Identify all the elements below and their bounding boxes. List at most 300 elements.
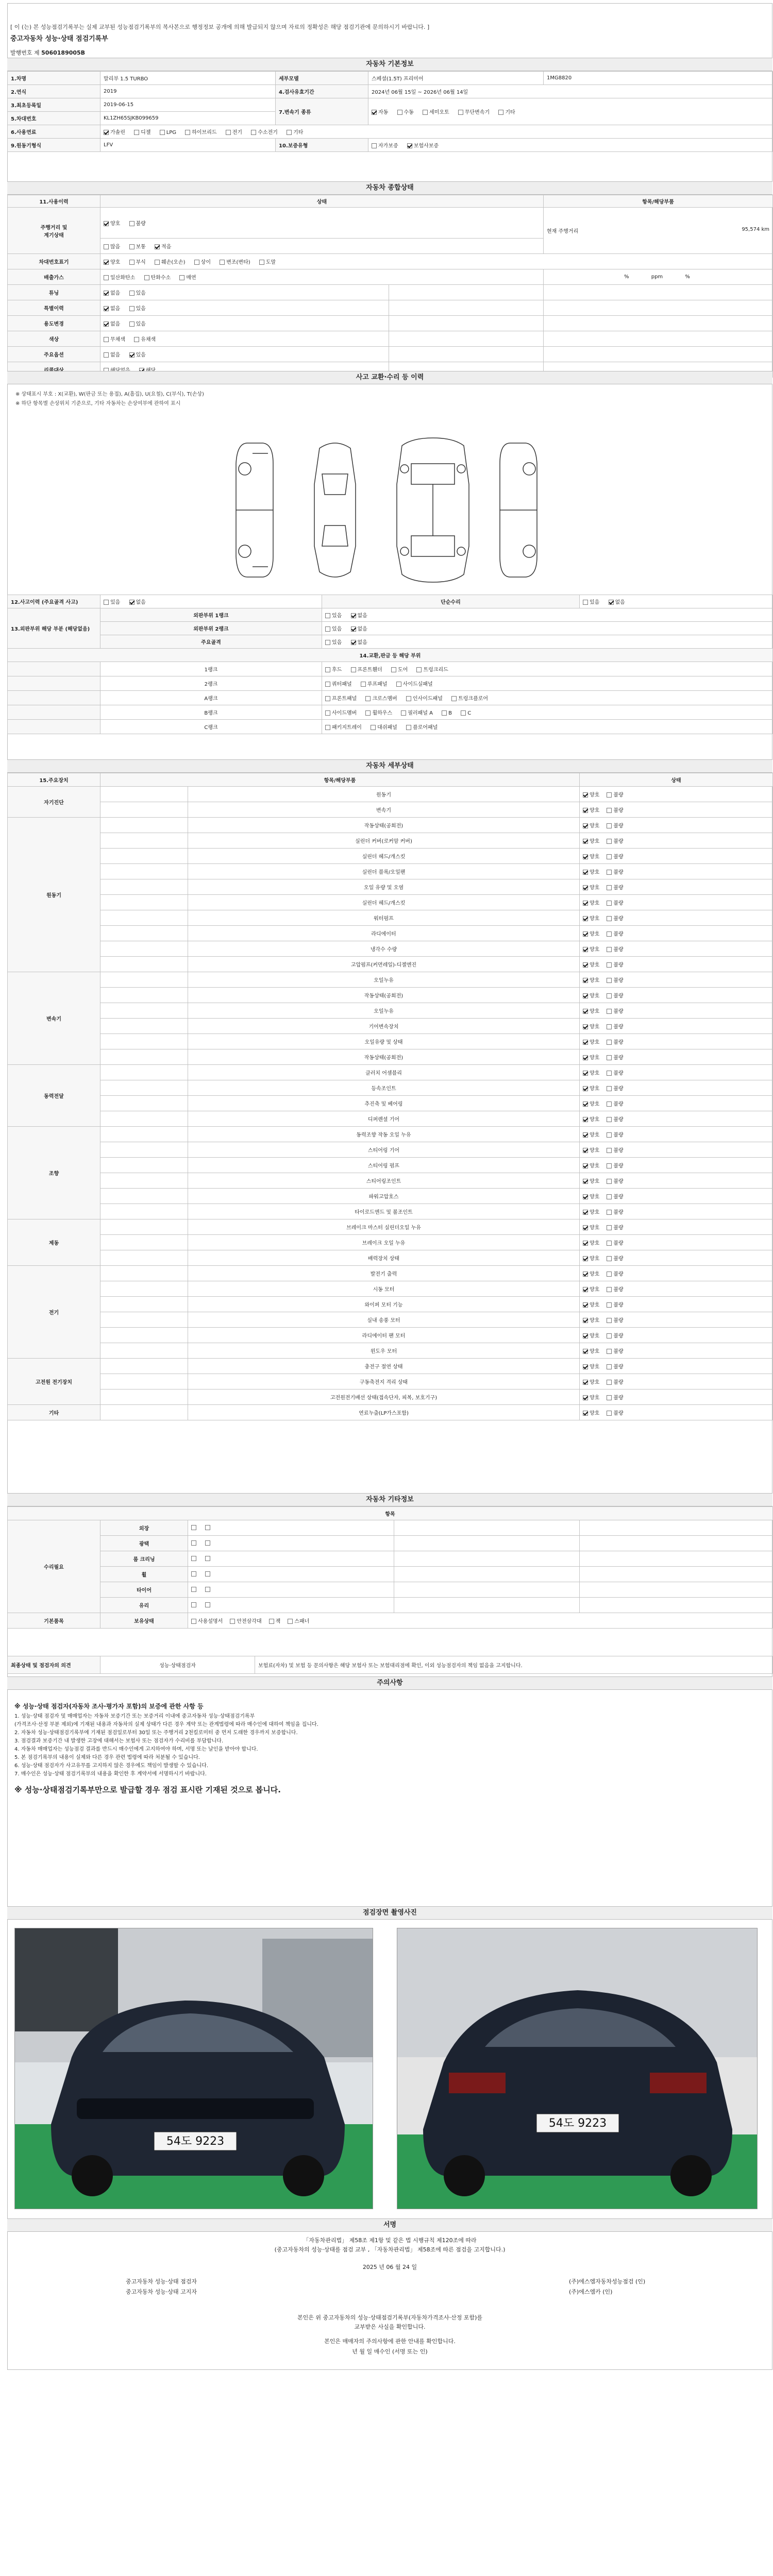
basic-value: KL1ZH65SJKB099659: [100, 112, 276, 125]
checkbox: [194, 260, 199, 265]
option-item[interactable]: 양호: [583, 960, 599, 968]
detail-sub-cell: [100, 1065, 188, 1080]
frame-label: 주요골격: [100, 635, 322, 649]
sign-left-2: 중고자동차 성능·상태 고지자: [126, 2289, 197, 2295]
checkbox: [160, 130, 165, 135]
option-item[interactable]: 불량: [607, 1053, 623, 1061]
option-item[interactable]: 있음: [325, 638, 342, 646]
option-item[interactable]: 양호: [583, 976, 599, 984]
confirm-line-1: 본인은 위 중고자동차의 성능·상태점검기록부(자동차가격조사·산정 포함)를: [297, 2314, 482, 2321]
option-item[interactable]: 불량: [607, 1223, 623, 1231]
checkbox: [423, 110, 428, 115]
option-item[interactable]: 없음: [104, 289, 120, 296]
option-item[interactable]: 양호: [583, 914, 599, 922]
row-options: [100, 269, 544, 285]
option-item[interactable]: 불량: [607, 868, 623, 875]
option-item[interactable]: 양호: [583, 1347, 599, 1354]
checkbox: [607, 1210, 612, 1215]
detail-status-cell: [580, 1389, 773, 1405]
checkbox: [129, 221, 135, 226]
option-item[interactable]: 불량: [607, 914, 623, 922]
option-item[interactable]: 양호: [583, 821, 599, 829]
checkbox: [583, 978, 588, 983]
detail-sub-cell: [100, 818, 188, 833]
detail-item-label: 라디에이터 팬 모터: [188, 1328, 580, 1343]
option-item[interactable]: 없음: [351, 611, 367, 619]
detail-status-cell: [580, 1049, 773, 1065]
checkbox: [226, 130, 231, 135]
doc-number: [10, 48, 85, 57]
detail-status-cell: [580, 1142, 773, 1158]
basic-info-header: 자동차 기본정보: [7, 58, 772, 71]
option-item[interactable]: 양호: [583, 899, 599, 906]
option-item[interactable]: 불량: [607, 1378, 623, 1385]
empty-cell: [544, 347, 773, 362]
checkbox: [129, 600, 135, 605]
option-item[interactable]: 없음: [104, 350, 120, 358]
checkbox: [583, 1132, 588, 1138]
checkbox: [185, 130, 190, 135]
option-item[interactable]: 불량: [607, 852, 623, 860]
checkbox: [583, 792, 588, 798]
option-item[interactable]: 자동: [372, 108, 388, 115]
note-line: 2. 자동차 성능·상태점검기록부에 기재된 점검일로부터 30일 또는 주행거리 2천킬로미터 중 먼저 도래한 경우까지 보증합니다.: [14, 1730, 298, 1736]
checkbox: [607, 1272, 612, 1277]
checkbox: [583, 1210, 588, 1215]
option-item[interactable]: 불량: [607, 1115, 623, 1123]
row-label: 주행거리 및 계기상태: [8, 208, 100, 254]
basic-label: 3.최초등록일: [8, 98, 100, 112]
option-item[interactable]: 보통: [129, 242, 146, 250]
option-item[interactable]: 양호: [583, 991, 599, 999]
option-item[interactable]: 불량: [607, 929, 623, 937]
checkbox: [134, 130, 139, 135]
checkbox: [583, 901, 588, 906]
checkbox: [609, 600, 614, 605]
option-item[interactable]: 양호: [583, 837, 599, 844]
option-item[interactable]: 있음: [129, 304, 146, 312]
note-line: 4. 자동차 매매업자는 성능점검 결과를 반드시 매수인에게 고지하여야 하며, 서명 또는 날인을 받아야 합니다.: [14, 1747, 258, 1752]
detail-sub-cell: [100, 988, 188, 1003]
extra-option-cell: [188, 1582, 394, 1598]
detail-sub-cell: [100, 1328, 188, 1343]
option-item[interactable]: LPG: [160, 130, 176, 135]
option-item[interactable]: 양호: [583, 1362, 599, 1370]
row-label: 주요옵션: [8, 347, 100, 362]
option-item[interactable]: 양호: [583, 1192, 599, 1200]
price-text: 성능·상태점검자: [100, 1656, 255, 1674]
frame-options: [322, 635, 773, 649]
checkbox: [351, 640, 356, 645]
note-line: (가격조사·산정 부분 제외)에 기재된 내용과 자동차의 실제 상태가 다른 경우 계약 또는 관계법령에 따라 매수인에 대하여 책임을 집니다.: [14, 1722, 318, 1727]
empty-cell: [544, 300, 773, 316]
detail-sub-cell: [100, 1080, 188, 1096]
option-item[interactable]: 양호: [104, 258, 120, 265]
option-item[interactable]: 불량: [607, 1331, 623, 1339]
option-item[interactable]: 있음: [129, 350, 146, 358]
detail-table: [7, 773, 773, 1420]
frame-rank-options: 사이드멤버 휠하우스 필러패널 A B C: [322, 705, 773, 720]
detail-item-label: 윈도우 모터: [188, 1343, 580, 1359]
detail-status-cell: [580, 926, 773, 941]
grade-label: 13.외판부위 해당 부분 (해당없음): [8, 608, 100, 649]
detail-item-label: 실내 송풍 모터: [188, 1312, 580, 1328]
frame-rank-label: B랭크: [100, 705, 322, 720]
sign-line-2: (중고자동차의 성능·상태를 점검 교부 , 「자동차관리법」 제58조에 따른 점검을 고지합니다.): [274, 2246, 506, 2253]
option-item[interactable]: 불량: [607, 960, 623, 968]
detail-item-label: 오일유량 및 상태: [188, 1034, 580, 1049]
option-item[interactable]: 불량: [607, 821, 623, 829]
option-item[interactable]: 가솔린: [104, 128, 125, 135]
option-item[interactable]: 양호: [583, 1177, 599, 1184]
option-item[interactable]: 기타: [287, 128, 303, 135]
checkbox: [607, 1194, 612, 1199]
option-item[interactable]: 양호: [583, 1409, 599, 1416]
option-item[interactable]: 양호: [583, 1254, 599, 1262]
option-item[interactable]: 불량: [607, 1146, 623, 1154]
repair-label: 단순수리: [322, 595, 580, 608]
option-item[interactable]: 불량: [607, 1347, 623, 1354]
checkbox: [607, 1086, 612, 1091]
detail-status-cell: [580, 1359, 773, 1374]
basic-label: 2.연식: [8, 85, 100, 98]
detail-sub-cell: [100, 864, 188, 879]
checkbox: [607, 1225, 612, 1230]
option-item[interactable]: 사용설명서: [191, 1617, 223, 1624]
option-item[interactable]: 양호: [583, 1208, 599, 1215]
option-item[interactable]: 적음: [155, 242, 171, 250]
option-item[interactable]: 상이: [194, 258, 211, 265]
option-item[interactable]: 불량: [607, 1269, 623, 1277]
detail-item-label: 라디에이터: [188, 926, 580, 941]
option-item[interactable]: 양호: [583, 1022, 599, 1030]
checkbox: [583, 1117, 588, 1122]
detail-sub-cell: [100, 849, 188, 864]
overall-status-header: 자동차 종합상태: [7, 181, 772, 195]
option-item[interactable]: 불량: [607, 1099, 623, 1107]
extra-group-label: 수리필요: [8, 1520, 100, 1613]
option-item[interactable]: 양호: [583, 1378, 599, 1385]
checkbox: [583, 1101, 588, 1107]
detail-group-label: 자기진단: [8, 787, 100, 818]
checkbox: [104, 306, 109, 311]
detail-status-cell: [580, 1204, 773, 1219]
option-item[interactable]: 불량: [607, 1393, 623, 1401]
option-item[interactable]: 양호: [583, 1269, 599, 1277]
detail-item-label: 고전원전기배선 상태(접속단자, 피복, 보호기구): [188, 1389, 580, 1405]
option-item[interactable]: 불량: [607, 1084, 623, 1092]
option-item[interactable]: 도말: [259, 258, 276, 265]
car-right-side-icon: [500, 443, 537, 577]
rank-label: 외판부위 2랭크: [100, 622, 322, 635]
checkbox: [607, 1395, 612, 1400]
checkbox: [583, 1302, 588, 1308]
empty-cell: [389, 331, 544, 347]
option-item[interactable]: 양호: [583, 1115, 599, 1123]
option-item[interactable]: 없음: [351, 624, 367, 632]
caution-header: 주의사항: [7, 1676, 772, 1690]
checkbox: [607, 1302, 612, 1308]
option-item[interactable]: 전기: [226, 128, 242, 135]
option-item[interactable]: 양호: [583, 1285, 599, 1293]
extra-option-cell: [580, 1520, 773, 1536]
extra-option-cell: [580, 1551, 773, 1567]
option-item[interactable]: 불량: [607, 1362, 623, 1370]
unit-label: %: [624, 274, 629, 280]
option-item[interactable]: 훼손(오손): [155, 258, 185, 265]
detail-sub-cell: [100, 1127, 188, 1142]
basic-label: 세부모델: [276, 72, 368, 85]
option-item[interactable]: 양호: [583, 1393, 599, 1401]
checkbox: [583, 1071, 588, 1076]
option-item[interactable]: 불량: [607, 790, 623, 798]
option-item[interactable]: 양호: [583, 852, 599, 860]
basic-label: 4.검사유효기간: [276, 85, 368, 98]
frame-rank: [8, 662, 100, 676]
option-item[interactable]: 양호: [583, 945, 599, 953]
basic-value: 2019: [100, 85, 276, 98]
option-item[interactable]: 무단변속기: [458, 108, 490, 115]
detail-sub-cell: [100, 1219, 188, 1235]
detail-item-label: 고압펌프(커먼레일)-디젤엔진: [188, 957, 580, 972]
detail-sub-cell: [100, 910, 188, 926]
col-header: 상태: [100, 195, 544, 208]
checkbox: [191, 1556, 196, 1561]
checkbox: [583, 1225, 588, 1230]
option-item[interactable]: 불량: [607, 1285, 623, 1293]
option-item[interactable]: 불량: [607, 991, 623, 999]
detail-sub-cell: [100, 1019, 188, 1034]
checkbox: [607, 1024, 612, 1029]
option-item[interactable]: 불량: [607, 1300, 623, 1308]
option-item[interactable]: 불량: [607, 1038, 623, 1045]
option-item[interactable]: 불량: [129, 219, 146, 227]
detail-item-label: 변속기: [188, 802, 580, 818]
option-item[interactable]: 기타: [498, 108, 515, 115]
option-item[interactable]: 양호: [583, 1084, 599, 1092]
note-line: 7. 매수인은 성능·상태 점검기록부의 내용을 확인한 후 계약서에 서명하시기 바랍니다.: [14, 1771, 207, 1777]
basic-label: 5.차대번호: [8, 112, 100, 125]
option-item[interactable]: 있음: [583, 598, 599, 605]
option-item[interactable]: 불량: [607, 1208, 623, 1215]
option-item[interactable]: 있음: [325, 624, 342, 632]
option-item[interactable]: 양호: [583, 1223, 599, 1231]
checkbox: [583, 916, 588, 921]
option-item[interactable]: 양호: [583, 1239, 599, 1246]
option-item[interactable]: 자가보증: [372, 141, 398, 149]
checkbox: [583, 1148, 588, 1153]
option-item[interactable]: 양호: [583, 1316, 599, 1324]
frame-rank-label: C랭크: [100, 720, 322, 734]
checkbox: [607, 808, 612, 813]
option-item[interactable]: 디젤: [134, 128, 150, 135]
option-item[interactable]: 있음: [104, 598, 120, 605]
detail-sub-cell: [100, 926, 188, 941]
option-item[interactable]: 일산화탄소: [104, 273, 135, 281]
option-item[interactable]: 양호: [583, 868, 599, 875]
car-left-side-icon: [236, 443, 273, 577]
option-item[interactable]: 있음: [129, 289, 146, 296]
detail-item-label: 충전구 절연 상태: [188, 1359, 580, 1374]
note-line: 6. 성능·상태 점검자가 사고유무를 고지하지 않은 경우에도 책임이 발생할 수 있습니다.: [14, 1763, 209, 1769]
frame-rank: [8, 705, 100, 720]
extra-option-cell: [580, 1598, 773, 1613]
option-item[interactable]: 없음: [609, 598, 625, 605]
option-item[interactable]: 양호: [104, 219, 120, 227]
detail-item-label: 워터펌프: [188, 910, 580, 926]
option-item[interactable]: 없음: [129, 598, 146, 605]
detail-status-cell: [580, 1328, 773, 1343]
option-item[interactable]: 없음: [351, 638, 367, 646]
option-item[interactable]: 안전삼각대: [230, 1617, 261, 1624]
checkbox: [104, 291, 109, 296]
option-item[interactable]: 불량: [607, 976, 623, 984]
option-item[interactable]: 불량: [607, 1022, 623, 1030]
option-item[interactable]: 세미오토: [423, 108, 449, 115]
checkbox: [583, 1086, 588, 1091]
checkbox: [583, 1179, 588, 1184]
checkbox: [583, 962, 588, 968]
option-item[interactable]: 많음: [104, 242, 120, 250]
option-item[interactable]: 양호: [583, 1130, 599, 1138]
option-item[interactable]: 불량: [607, 945, 623, 953]
detail-status-cell: [580, 1374, 773, 1389]
checkbox: [607, 978, 612, 983]
option-item[interactable]: 보험사보증: [407, 141, 439, 149]
option-item[interactable]: 잭: [269, 1617, 281, 1624]
option-item[interactable]: 변조(변타): [220, 258, 250, 265]
extra-option-cell: [188, 1551, 394, 1567]
extra-table: [7, 1506, 773, 1629]
col-header: 항목: [8, 1507, 773, 1520]
extra-header: 자동차 기타정보: [7, 1493, 772, 1506]
option-item[interactable]: 불량: [607, 1239, 623, 1246]
basic-value: 1MG8820: [544, 72, 773, 85]
option-item[interactable]: 양호: [583, 1038, 599, 1045]
unit-label: ppm: [651, 274, 663, 280]
option-item[interactable]: 양호: [583, 883, 599, 891]
checkbox: [325, 626, 330, 632]
option-item[interactable]: 양호: [583, 1331, 599, 1339]
option-item[interactable]: 불량: [607, 837, 623, 844]
detail-sub-cell: [100, 1250, 188, 1266]
option-item[interactable]: 수동: [397, 108, 414, 115]
checkbox: [607, 1009, 612, 1014]
emission-units: [544, 269, 773, 285]
option-item[interactable]: 불량: [607, 1192, 623, 1200]
note-line: 5. 본 점검기록부의 내용이 실제와 다른 경우 관련 법령에 따라 처분될 수 있습니다.: [14, 1755, 200, 1760]
option-item[interactable]: 양호: [583, 1146, 599, 1154]
extra-option-cell: [188, 1536, 394, 1551]
frame-rank: [8, 720, 100, 734]
checkbox: [583, 854, 588, 859]
sign-date: 2025 년 06 월 24 일: [362, 2264, 417, 2270]
option-item[interactable]: 있음: [325, 611, 342, 619]
option-item[interactable]: 불량: [607, 806, 623, 814]
option-item[interactable]: 불량: [607, 1409, 623, 1416]
option-item[interactable]: 유채색: [134, 335, 156, 343]
option-item[interactable]: 없음: [104, 319, 120, 327]
option-item[interactable]: 양호: [583, 806, 599, 814]
option-item[interactable]: 양호: [583, 929, 599, 937]
option-item[interactable]: 매연: [179, 273, 196, 281]
option-item[interactable]: 부식: [129, 258, 146, 265]
option-item[interactable]: 양호: [583, 1099, 599, 1107]
basic-label: 9.원동기형식: [8, 139, 100, 152]
checkbox: [155, 244, 160, 249]
option-item[interactable]: 양호: [583, 790, 599, 798]
detail-item-label: 스티어링 기어: [188, 1142, 580, 1158]
row-label: 색상: [8, 331, 100, 347]
detail-item-label: 타이로드엔드 및 볼조인트: [188, 1204, 580, 1219]
option-item[interactable]: 수소전기: [251, 128, 278, 135]
option-item[interactable]: 불량: [607, 1069, 623, 1076]
unit-label: %: [685, 274, 690, 280]
option-item[interactable]: 양호: [583, 1069, 599, 1076]
option-item[interactable]: 없음: [104, 304, 120, 312]
option-item[interactable]: 불량: [607, 1007, 623, 1014]
checkbox: [607, 1148, 612, 1153]
overall-status-table: [7, 195, 773, 378]
option-item[interactable]: 무채색: [104, 335, 125, 343]
detail-sub-cell: [100, 1173, 188, 1189]
confirm-bottom: 년 월 일 매수인 (서명 또는 인): [352, 2348, 428, 2355]
option-item[interactable]: 탄화수소: [144, 273, 171, 281]
checkbox: [351, 613, 356, 618]
option-item[interactable]: 스패너: [288, 1617, 309, 1624]
parts-header: 14.교환,판금 등 해당 부위: [8, 649, 773, 662]
front-plate-text: 54도 9223: [166, 2135, 225, 2148]
doc-number-label: 발행번호 제: [10, 49, 40, 56]
option-item[interactable]: 불량: [607, 1316, 623, 1324]
detail-sub-cell: [100, 1374, 188, 1389]
option-item[interactable]: 불량: [607, 1177, 623, 1184]
detail-sub-cell: [100, 1096, 188, 1111]
option-item[interactable]: 불량: [607, 1254, 623, 1262]
signature-header: 서명: [7, 2218, 772, 2232]
detail-status-cell: [580, 879, 773, 895]
detail-item-label: 실린더 헤드/개스킷: [188, 849, 580, 864]
option-item[interactable]: 양호: [583, 1161, 599, 1169]
detail-status-cell: [580, 1065, 773, 1080]
detail-sub-cell: [100, 1003, 188, 1019]
row-options: [100, 208, 544, 239]
option-item[interactable]: 있음: [129, 319, 146, 327]
extra-option-cell: [394, 1536, 580, 1551]
detail-sub-cell: [100, 1281, 188, 1297]
detail-item-label: 기어변속장치: [188, 1019, 580, 1034]
detail-item-label: 작동상태(공회전): [188, 818, 580, 833]
option-item[interactable]: 불량: [607, 1130, 623, 1138]
checkbox: [607, 1040, 612, 1045]
checkbox: [607, 901, 612, 906]
checkbox: [583, 1024, 588, 1029]
detail-status-cell: [580, 787, 773, 802]
option-item[interactable]: 양호: [583, 1300, 599, 1308]
option-item[interactable]: 양호: [583, 1007, 599, 1014]
detail-item-label: 실린더 헤드/개스킷: [188, 895, 580, 910]
checkbox: [583, 823, 588, 828]
extra-option-cell: [188, 1567, 394, 1582]
option-item[interactable]: 불량: [607, 883, 623, 891]
detail-sub-cell: [100, 1111, 188, 1127]
option-item[interactable]: 불량: [607, 1161, 623, 1169]
option-item[interactable]: 양호: [583, 1053, 599, 1061]
option-item[interactable]: 불량: [607, 899, 623, 906]
detail-status-cell: [580, 802, 773, 818]
detail-status-cell: [580, 957, 773, 972]
option-item[interactable]: 하이브리드: [185, 128, 216, 135]
